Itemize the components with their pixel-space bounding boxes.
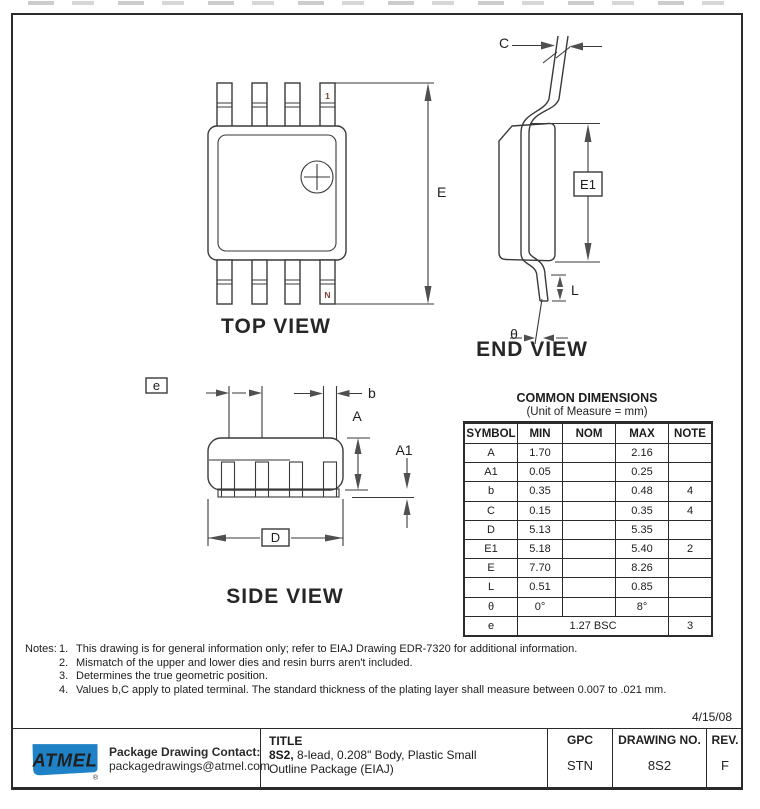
package-body-outline [208,126,346,260]
pin1-marker: 1 [325,91,330,101]
cell-note [669,520,713,539]
cell-symbol: E [464,559,518,578]
cell-min: 0.35 [518,482,563,501]
dimension-L [551,275,579,301]
title-header: TITLE [269,734,303,748]
atmel-logo-text: ATMEL [32,748,98,770]
table-row [464,578,712,597]
cell-note [669,578,713,597]
cell-max: 8° [616,597,669,616]
cell-nom [563,597,616,616]
cell-nom [563,578,616,597]
dim-label-A: A [352,408,362,424]
cell-nom [563,444,616,463]
cell-min: 5.18 [518,539,563,558]
cell-note: 4 [669,501,713,520]
cell-note [669,559,713,578]
pin1-index-circle [301,161,333,193]
top-view-drawing [180,60,445,345]
side-view-drawing [130,370,450,615]
dimension-D [208,499,343,546]
dim-label-theta: θ [510,326,518,342]
cell-nom [563,559,616,578]
gpc-value: STN [567,758,593,773]
table-row [464,482,712,501]
cell-symbol: A1 [464,463,518,482]
cell-note: 2 [669,539,713,558]
cell-symbol: e [464,616,518,636]
cell-symbol: C [464,501,518,520]
note-number: 3. [59,670,69,682]
dim-label-C: C [498,35,510,51]
dim-label-E: E [437,184,447,200]
table-row [464,597,712,616]
dimension-A1 [345,442,414,528]
drawing-no-value: 8S2 [647,758,672,773]
dim-label-E1: E1 [580,177,596,192]
contact-email: packagedrawings@atmel.com [109,758,270,773]
notes-label: Notes: [25,643,57,655]
drawing-title-line2: Outline Package (EIAJ) [269,762,394,776]
cell-symbol: b [464,482,518,501]
rev-label: REV. [711,733,739,747]
atmel-logo [31,738,99,780]
col-header-nom: NOM [563,423,616,444]
cell-min: 1.70 [518,444,563,463]
col-header-note: NOTE [669,423,713,444]
cell-symbol: θ [464,597,518,616]
note-text: This drawing is for general information only; refer to EIAJ Drawing EDR-7320 for additional information. [76,643,578,655]
cell-min: 0.51 [518,578,563,597]
table-header-row [464,423,712,444]
cell-max: 5.40 [616,539,669,558]
end-view-drawing [460,20,745,370]
dimension-E [335,83,446,304]
side-view-title: SIDE VIEW [226,585,344,608]
table-row [464,559,712,578]
cell-note [669,463,713,482]
dimensions-table-title: COMMON DIMENSIONS [516,391,658,405]
note-line [25,643,733,657]
note-line [25,657,733,671]
cell-nom [563,463,616,482]
contact-cell [11,729,270,788]
dim-label-L: L [571,282,579,298]
rev-cell [706,729,743,788]
pinN-marker: N [324,290,331,300]
table-row [464,463,712,482]
rev-value: F [721,758,729,773]
contact-label: Package Drawing Contact: [109,744,261,759]
drawing-title-line1 [269,748,539,762]
cell-min: 5.13 [518,520,563,539]
cell-max: 2.16 [616,444,669,463]
note-number: 2. [59,656,69,669]
end-body-outline [499,123,555,260]
note-text: Values b,C apply to plated terminal. The standard thickness of the plating layer shall measure between 0.007 to .021 mm. [76,683,667,696]
dimension-A [347,408,370,490]
revision-date: 4/15/08 [691,710,732,724]
bottom-pins [217,260,335,304]
cell-max: 0.25 [616,463,669,482]
gpc-label: GPC [566,733,593,747]
table-row [464,520,712,539]
dimension-C [499,35,602,51]
cell-nom [563,501,616,520]
cell-nom [563,520,616,539]
cell-min: 0.15 [518,501,563,520]
cell-min: 7.70 [518,559,563,578]
cell-min: 0° [518,597,563,616]
dim-label-A1: A1 [395,442,413,458]
cell-min: 0.05 [518,463,563,482]
side-body-outline [208,438,343,490]
cell-max: 0.35 [616,501,669,520]
cell-symbol: D [464,520,518,539]
drawing-no-label: DRAWING NO. [618,733,701,747]
notes-block [25,643,733,697]
note-text: Mismatch of the upper and lower dies and resin burrs aren't included. [76,656,413,669]
cell-span-value: 1.27 BSC [518,616,669,636]
table-row-e [464,616,712,636]
note-line [25,684,733,698]
note-text: Determines the true geometric position. [76,670,268,682]
gpc-cell [547,729,612,788]
dim-label-D: D [270,530,281,545]
cell-symbol: E1 [464,539,518,558]
registered-mark: ® [92,773,98,781]
table-row [464,501,712,520]
cell-symbol: A [464,444,518,463]
clipped-print-edge [28,1,728,5]
dim-label-e: e [152,378,161,393]
cell-max: 8.26 [616,559,669,578]
col-header-max: MAX [616,423,669,444]
cell-nom [563,482,616,501]
contact-info [109,745,270,773]
cell-max: 5.35 [616,520,669,539]
dim-label-b: b [368,385,376,401]
cell-max: 0.85 [616,578,669,597]
common-dimensions-table [463,421,713,637]
dimension-e [146,378,262,397]
cell-note: 4 [669,482,713,501]
title-cell [260,729,547,788]
note-line [25,670,733,684]
cell-nom [563,539,616,558]
end-view-title: END VIEW [476,338,588,361]
col-header-symbol: SYMBOL [464,423,518,444]
top-view-title: TOP VIEW [221,315,331,338]
cell-symbol: L [464,578,518,597]
cell-note [669,597,713,616]
top-pins [217,83,335,127]
note-number: 1. [59,643,69,655]
drawing-no-cell [612,729,706,788]
dimensions-table-subtitle: (Unit of Measure = mm) [526,406,648,418]
note-number: 4. [59,683,69,696]
title-block [11,728,743,788]
cell-note [669,444,713,463]
table-row [464,444,712,463]
cell-max: 0.48 [616,482,669,501]
table-row [464,539,712,558]
drawing-title-rest: 8-lead, 0.208" Body, Plastic Small [293,748,477,762]
col-header-min: MIN [518,423,563,444]
dimension-b [294,385,376,401]
drawing-title-code: 8S2, [269,748,294,762]
cell-note: 3 [669,616,713,636]
